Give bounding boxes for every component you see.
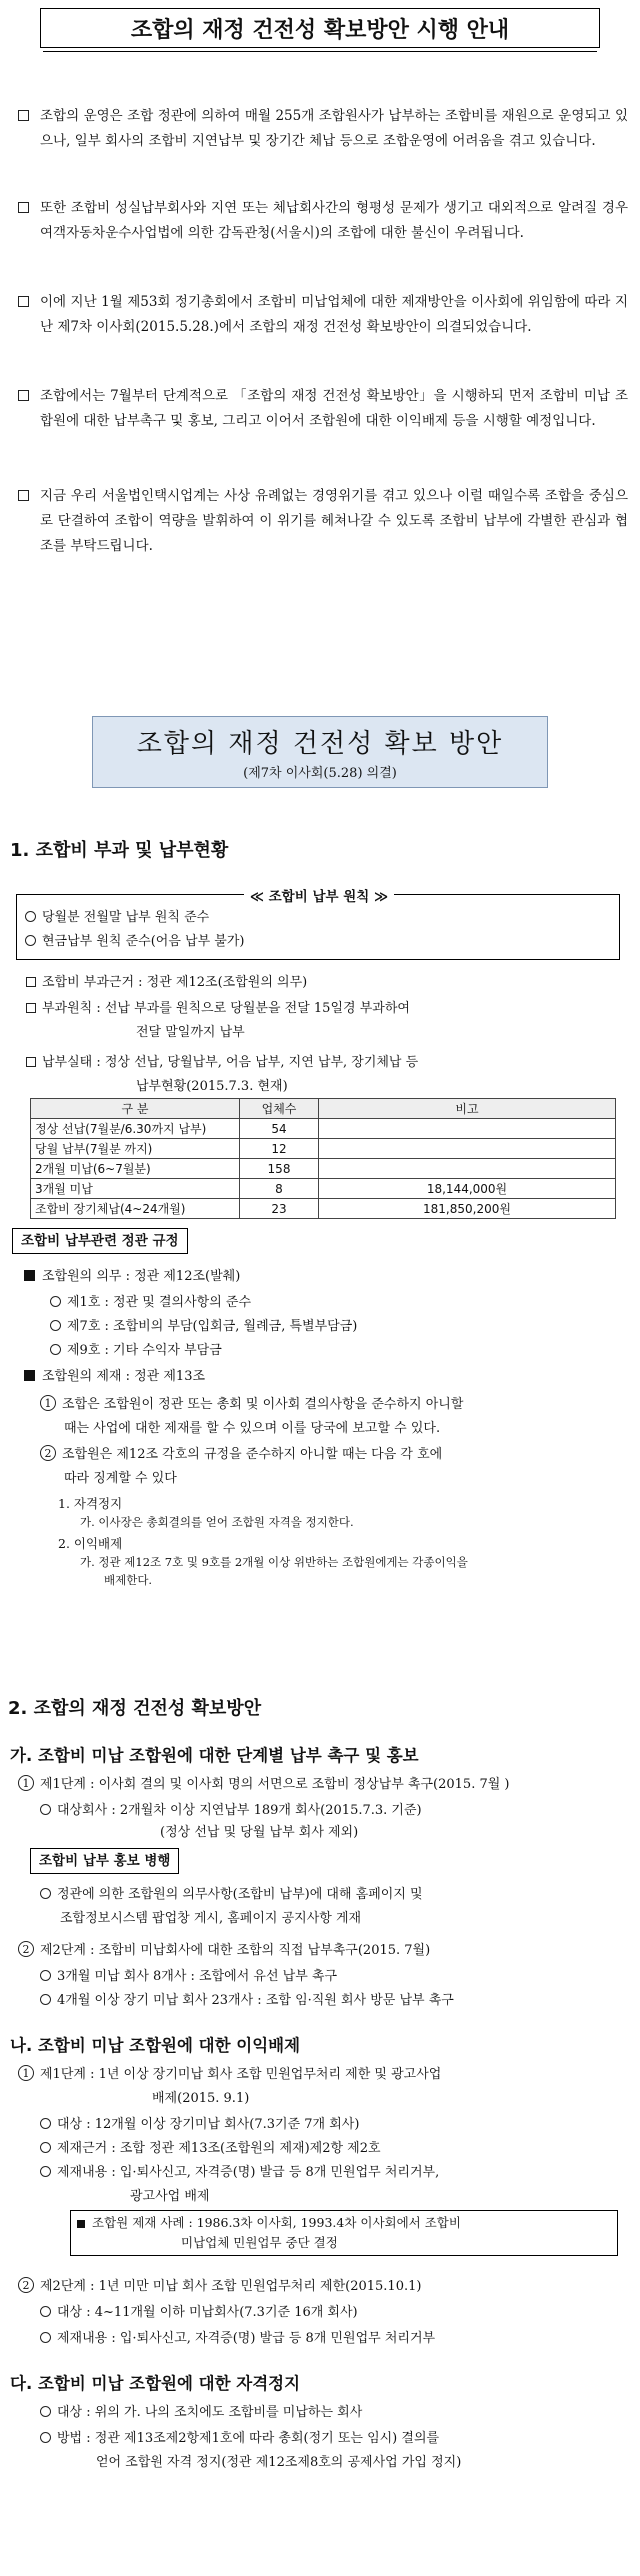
checkbox-bullet-icon <box>18 202 29 213</box>
sanction-example-box <box>70 2210 618 2256</box>
checkbox-bullet-icon <box>26 1057 36 1067</box>
table-cell: 8 <box>240 1179 319 1199</box>
promo-step2: 2 제2단계 : 조합비 미납회사에 대한 조합의 직접 납부촉구(2015. 7월) <box>18 1940 430 1962</box>
suspension-method-cont: 얻어 조합원 자격 정지(정관 제12조제8호의 공제사업 가입 정지) <box>96 2455 462 2470</box>
table-cell: 3개월 미납 <box>31 1179 240 1199</box>
sanction-clause-1: 1 조합은 조합원이 정관 또는 총회 및 이사회 결의사항을 준수하지 아니할 <box>40 1394 463 1416</box>
exclusion-detail: 가. 정관 제12조 7호 및 9호를 2개월 이상 위반하는 조합원에게는 각종이익을 <box>80 1555 468 1569</box>
table-row <box>31 1199 616 1219</box>
page-title: 조합의 재정 건전성 확보방안 시행 안내 <box>40 8 600 48</box>
circle-bullet-icon <box>50 1296 61 1307</box>
checkbox-bullet-icon <box>18 390 29 401</box>
suspension-method: 방법 : 정관 제13조제2항제1호에 따라 총회(정기 또는 임시) 결의를 <box>40 2428 439 2450</box>
table-cell: 18,144,000원 <box>319 1179 616 1199</box>
table-cell <box>319 1119 616 1139</box>
circle-bullet-icon <box>40 2166 51 2177</box>
suspension-target: 대상 : 위의 가. 나의 조치에도 조합비를 미납하는 회사 <box>40 2402 362 2424</box>
checkbox-bullet-icon <box>18 490 29 501</box>
exclusion-detail-cont: 배제한다. <box>104 1573 153 1587</box>
section2a-heading: 가. 조합비 미납 조합원에 대한 단계별 납부 촉구 및 홍보 <box>10 1746 419 1765</box>
sanction-example-line-1: 조합원 제재 사례 : 1986.3차 이사회, 1993.4차 이사회에서 조합비 <box>77 2213 611 2233</box>
circle-bullet-icon <box>40 1994 51 2005</box>
filled-square-bullet-icon <box>24 1370 35 1381</box>
filled-square-bullet-icon <box>77 2220 85 2228</box>
circle-bullet-icon <box>40 2118 51 2129</box>
status-item-cont: 납부현황(2015.7.3. 현재) <box>136 1079 288 1094</box>
promo-step2-item-1: 3개월 미납 회사 8개사 : 조합에서 유선 납부 촉구 <box>40 1966 337 1988</box>
checkbox-bullet-icon <box>18 296 29 307</box>
plan-subtitle: (제7차 이사회(5.28) 의결) <box>243 766 397 781</box>
table-row <box>31 1179 616 1199</box>
circle-bullet-icon <box>40 2432 51 2443</box>
intro-paragraph-5: 지금 우리 서울법인택시업계는 사상 유례없는 경영위기를 겪고 있으나 이럴 때일수록 조합을 중심으로 단결하여 조합이 역량을 발휘하여 이 위기를 헤쳐나갈 수 있도록 조합비 납부에 각별한 관심과 협조를 부탁드립니다. <box>18 484 628 559</box>
exclusion-step2: 2 제2단계 : 1년 미만 미납 회사 조합 민원업무처리 제한(2015.10.1) <box>18 2276 421 2298</box>
section2b-heading: 나. 조합비 미납 조합원에 대한 이익배제 <box>10 2036 301 2055</box>
promo-step1: 1 제1단계 : 이사회 결의 및 이사회 명의 서면으로 조합비 정상납부 촉구(2015. 7월 ) <box>18 1774 510 1796</box>
promo-step1-target: 대상회사 : 2개월차 이상 지연납부 189개 회사(2015.7.3. 기준) <box>40 1800 422 1822</box>
table-row <box>31 1159 616 1179</box>
section2-heading: 2. 조합의 재정 건전성 확보방안 <box>8 1698 262 1719</box>
sanction-heading: 조합원의 제재 : 정관 제13조 <box>24 1366 205 1388</box>
table-cell <box>319 1139 616 1159</box>
circle-bullet-icon <box>25 935 36 946</box>
circle-bullet-icon <box>40 2332 51 2343</box>
filled-square-bullet-icon <box>24 1270 35 1281</box>
circle-bullet-icon <box>25 911 36 922</box>
promo-step2-item-2: 4개월 이상 장기 미납 회사 23개사 : 조합 임·직원 회사 방문 납부 촉구 <box>40 1990 454 2012</box>
table-cell: 2개월 미납(6~7월분) <box>31 1159 240 1179</box>
table-cell: 23 <box>240 1199 319 1219</box>
intro-paragraph-3: 이에 지난 1월 제53회 정기총회에서 조합비 미납업체에 대한 제재방안을 이사회에 위임함에 따라 지난 제7차 이사회(2015.5.28.)에서 조합의 재정 건전성 확보방안이 의결되었습니다. <box>18 290 628 340</box>
table-cell: 12 <box>240 1139 319 1159</box>
section1-heading: 1. 조합비 부과 및 납부현황 <box>10 840 229 861</box>
sanction-clause-2: 2 조합원은 제12조 각호의 규정을 준수하지 아니할 때는 다음 각 호에 <box>40 1444 442 1466</box>
exclusion-item: 2. 이익배제 <box>58 1536 123 1551</box>
plan-title-banner <box>92 716 548 788</box>
checkbox-bullet-icon <box>26 977 36 987</box>
sanction-clause-2-cont: 따라 징계할 수 있다 <box>64 1471 177 1486</box>
exclusion-step2-item-1: 대상 : 4~11개월 이하 미납회사(7.3기준 16개 회사) <box>40 2302 358 2324</box>
status-item: 납부실태 : 정상 선납, 당월납부, 어음 납부, 지연 납부, 장기체납 등 <box>26 1052 418 1074</box>
circled-number-icon: 1 <box>18 1775 34 1791</box>
intro-paragraph-1: 조합의 운영은 조합 정관에 의하여 매월 255개 조합원사가 납부하는 조합비를 재원으로 운영되고 있으나, 일부 회사의 조합비 지연납부 및 장기간 체납 등으로 조합운영에 어려움을 겪고 있습니다. <box>18 104 628 154</box>
circled-number-icon: 2 <box>18 1941 34 1957</box>
circle-bullet-icon <box>50 1320 61 1331</box>
circle-bullet-icon <box>40 1888 51 1899</box>
table-header: 구 분 <box>31 1099 240 1119</box>
payment-principle-box <box>16 889 620 960</box>
circle-bullet-icon <box>40 1970 51 1981</box>
duty-item-3: 제9호 : 기타 수익자 부담금 <box>50 1340 222 1362</box>
table-header: 업체수 <box>240 1099 319 1119</box>
exclusion-step1-item-3-cont: 광고사업 배제 <box>130 2189 210 2204</box>
circle-bullet-icon <box>40 2406 51 2417</box>
table-cell: 181,850,200원 <box>319 1199 616 1219</box>
table-cell: 54 <box>240 1119 319 1139</box>
promo-label: 조합비 납부 홍보 병행 <box>30 1848 179 1874</box>
circle-bullet-icon <box>40 2142 51 2153</box>
promo-step1-target-cont: (정상 선납 및 당월 납부 회사 제외) <box>160 1825 359 1840</box>
exclusion-step1-cont: 배제(2015. 9.1) <box>152 2091 250 2106</box>
checkbox-bullet-icon <box>18 110 29 121</box>
exclusion-step1-item-3: 제재내용 : 입·퇴사신고, 자격증(명) 발급 등 8개 민원업무 처리거부, <box>40 2162 439 2184</box>
intro-paragraph-2: 또한 조합비 성실납부회사와 지연 또는 체납회사간의 형평성 문제가 생기고 대외적으로 알려질 경우 여객자동차운수사업법에 의한 감독관청(서울시)의 조합에 대한 불신이 우려됩니다. <box>18 196 628 246</box>
circled-number-icon: 1 <box>40 1395 56 1411</box>
table-cell: 158 <box>240 1159 319 1179</box>
table-cell <box>319 1159 616 1179</box>
circle-bullet-icon <box>40 2306 51 2317</box>
section2c-heading: 다. 조합비 미납 조합원에 대한 자격정지 <box>10 2374 301 2393</box>
exclusion-step2-item-2: 제재내용 : 입·퇴사신고, 자격증(명) 발급 등 8개 민원업무 처리거부 <box>40 2328 435 2350</box>
table-row <box>31 1139 616 1159</box>
sanction-clause-1-cont: 때는 사업에 대한 제재를 할 수 있으며 이를 당국에 보고할 수 있다. <box>64 1421 441 1436</box>
suspension-detail: 가. 이사장은 총회결의를 얻어 조합원 자격을 정지한다. <box>80 1515 354 1529</box>
circled-number-icon: 2 <box>40 1445 56 1461</box>
principle-title: ≪ 조합비 납부 원칙 ≫ <box>17 885 621 905</box>
circled-number-icon: 1 <box>18 2065 34 2081</box>
rules-label: 조합비 납부관련 정관 규정 <box>12 1228 188 1254</box>
table-cell: 정상 선납(7월분/6.30까지 납부) <box>31 1119 240 1139</box>
table-header-row <box>31 1099 616 1119</box>
intro-paragraph-4: 조합에서는 7월부터 단계적으로 「조합의 재정 건전성 확보방안」을 시행하되 먼저 조합비 미납 조합원에 대한 납부촉구 및 홍보, 그리고 이어서 조합원에 대한 이익배제 등을 시행할 예정입니다. <box>18 384 628 434</box>
principle-rule-item: 부과원칙 : 선납 부과를 원칙으로 당월분을 전달 15일경 부과하여 <box>26 998 410 1020</box>
circled-number-icon: 2 <box>18 2277 34 2293</box>
exclusion-step1-item-1: 대상 : 12개월 이상 장기미납 회사(7.3기준 7개 회사) <box>40 2114 359 2136</box>
principle-rule-item-cont: 전달 말일까지 납부 <box>136 1025 245 1040</box>
payment-status-table <box>30 1098 616 1219</box>
table-row <box>31 1119 616 1139</box>
promo-detail-cont: 조합정보시스템 팝업창 게시, 홈페이지 공지사항 게재 <box>60 1911 362 1926</box>
checkbox-bullet-icon <box>26 1003 36 1013</box>
exclusion-step1: 1 제1단계 : 1년 이상 장기미납 회사 조합 민원업무처리 제한 및 광고사업 <box>18 2064 441 2086</box>
duty-heading: 조합원의 의무 : 정관 제12조(발췌) <box>24 1266 240 1288</box>
exclusion-step1-item-2: 제재근거 : 조합 정관 제13조(조합원의 제재)제2항 제2호 <box>40 2138 381 2160</box>
table-cell: 조합비 장기체납(4~24개월) <box>31 1199 240 1219</box>
principle-item-1: 당월분 전월말 납부 원칙 준수 <box>25 907 209 929</box>
principle-item-2: 현금납부 원칙 준수(어음 납부 불가) <box>25 931 245 953</box>
promo-detail: 정관에 의한 조합원의 의무사항(조합비 납부)에 대해 홈페이지 및 <box>40 1884 423 1906</box>
plan-title: 조합의 재정 건전성 확보 방안 <box>136 729 504 759</box>
duty-item-1: 제1호 : 정관 및 결의사항의 준수 <box>50 1292 251 1314</box>
circle-bullet-icon <box>50 1344 61 1355</box>
circle-bullet-icon <box>40 1804 51 1815</box>
suspension-item: 1. 자격정지 <box>58 1496 123 1511</box>
table-cell: 당월 납부(7월분 까지) <box>31 1139 240 1159</box>
table-header: 비고 <box>319 1099 616 1119</box>
sanction-example-line-2: 미납업체 민원업무 중단 결정 <box>181 2235 338 2250</box>
duty-item-2: 제7호 : 조합비의 부담(입회금, 월례금, 특별부담금) <box>50 1316 357 1338</box>
basis-item: 조합비 부과근거 : 정관 제12조(조합원의 의무) <box>26 972 307 994</box>
